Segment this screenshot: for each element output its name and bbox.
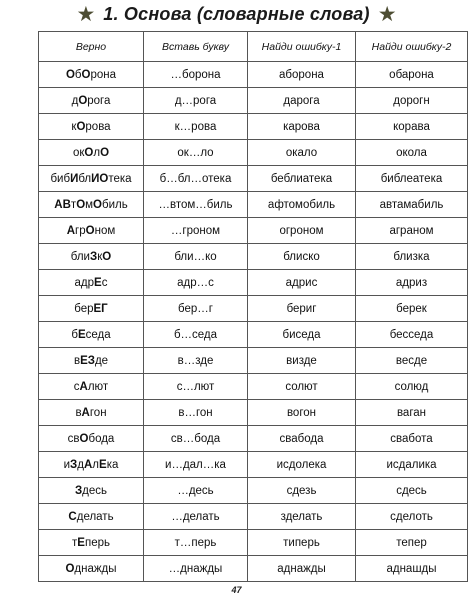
cell-find-error-1: карова [248,114,356,140]
cell-find-error-1: свабода [248,426,356,452]
table-row [39,62,468,88]
table-body [39,62,468,582]
cell-insert-letter: б…бл…отека [144,166,248,192]
cell-find-error-1: дарога [248,88,356,114]
cell-find-error-1: адрис [248,270,356,296]
page-number: 47 [231,585,242,595]
cell-insert-letter: …делать [144,504,248,530]
cell-insert-letter: с…лют [144,374,248,400]
table-row [39,114,468,140]
cell-insert-letter: д…рога [144,88,248,114]
cell-find-error-1: афтомобиль [248,192,356,218]
cell-find-error-2: берек [356,296,468,322]
table-row [39,192,468,218]
table-row [39,218,468,244]
page-title: 1. Основа (словарные слова) [103,3,370,24]
cell-insert-letter: …гроном [144,218,248,244]
table-row [39,296,468,322]
table-row [39,270,468,296]
cell-correct: дОрога [39,88,144,114]
star-icon-right: ★ [377,1,397,26]
cell-find-error-1: огроном [248,218,356,244]
cell-insert-letter: адр…с [144,270,248,296]
cell-find-error-2: ваган [356,400,468,426]
cell-find-error-2: библеатека [356,166,468,192]
cell-find-error-2: адриз [356,270,468,296]
table-row [39,426,468,452]
cell-correct: сАлют [39,374,144,400]
cell-correct: свОбода [39,426,144,452]
cell-correct: блиЗкО [39,244,144,270]
cell-find-error-2: аднашды [356,556,468,582]
cell-insert-letter: ок…ло [144,140,248,166]
header-insert-letter: Вставь букву [144,32,248,62]
cell-insert-letter: …десь [144,478,248,504]
table-row [39,348,468,374]
cell-find-error-1: беблиатека [248,166,356,192]
cell-correct: берЕГ [39,296,144,322]
header-find-error-1: Найди ошибку-1 [248,32,356,62]
cell-correct: окОлО [39,140,144,166]
cell-find-error-2: обарона [356,62,468,88]
cell-correct: Однажды [39,556,144,582]
cell-find-error-1: исдолека [248,452,356,478]
cell-find-error-2: корава [356,114,468,140]
cell-find-error-2: близка [356,244,468,270]
cell-find-error-2: сделоть [356,504,468,530]
cell-insert-letter: к…рова [144,114,248,140]
table-header-row [39,32,468,62]
table-row [39,452,468,478]
cell-correct: ОбОрона [39,62,144,88]
table-row [39,504,468,530]
table-row [39,400,468,426]
star-icon-left: ★ [76,1,96,26]
cell-insert-letter: в…гон [144,400,248,426]
table-row [39,166,468,192]
cell-find-error-1: биседа [248,322,356,348]
cell-correct: иЗдАлЕка [39,452,144,478]
table-row [39,322,468,348]
cell-find-error-1: блиско [248,244,356,270]
cell-insert-letter: т…перь [144,530,248,556]
cell-correct: вЕЗде [39,348,144,374]
cell-find-error-2: солюд [356,374,468,400]
cell-insert-letter: …днажды [144,556,248,582]
cell-find-error-2: аграном [356,218,468,244]
cell-insert-letter: бли…ко [144,244,248,270]
cell-find-error-1: сдезь [248,478,356,504]
cell-insert-letter: б…седа [144,322,248,348]
cell-correct: АВтОмОбиль [39,192,144,218]
words-table [38,31,468,582]
table-row [39,140,468,166]
cell-correct: адрЕс [39,270,144,296]
table-row [39,244,468,270]
table-row [39,374,468,400]
page-title-row [0,0,473,28]
cell-find-error-1: визде [248,348,356,374]
cell-find-error-2: дорогн [356,88,468,114]
table-row [39,556,468,582]
cell-insert-letter: бер…г [144,296,248,322]
table-row [39,88,468,114]
header-find-error-2: Найди ошибку-2 [356,32,468,62]
cell-correct: Сделать [39,504,144,530]
cell-insert-letter: св…бода [144,426,248,452]
cell-find-error-1: аборона [248,62,356,88]
cell-find-error-2: окола [356,140,468,166]
cell-insert-letter: …борона [144,62,248,88]
cell-correct: АгрОном [39,218,144,244]
cell-find-error-2: автамабиль [356,192,468,218]
cell-correct: тЕперь [39,530,144,556]
table-row [39,530,468,556]
cell-find-error-1: солют [248,374,356,400]
header-correct: Верно [39,32,144,62]
cell-find-error-1: аднажды [248,556,356,582]
cell-find-error-2: сдесь [356,478,468,504]
cell-correct: кОрова [39,114,144,140]
cell-insert-letter: в…зде [144,348,248,374]
cell-correct: бибИблИОтека [39,166,144,192]
cell-find-error-2: весде [356,348,468,374]
cell-correct: Здесь [39,478,144,504]
table-row [39,478,468,504]
cell-find-error-1: бериг [248,296,356,322]
cell-find-error-2: свабота [356,426,468,452]
cell-insert-letter: и…дал…ка [144,452,248,478]
cell-correct: бЕседа [39,322,144,348]
cell-find-error-1: вогон [248,400,356,426]
cell-correct: вАгон [39,400,144,426]
cell-find-error-2: тепер [356,530,468,556]
cell-find-error-2: исдалика [356,452,468,478]
cell-find-error-1: типерь [248,530,356,556]
cell-insert-letter: …втом…биль [144,192,248,218]
cell-find-error-2: бесседа [356,322,468,348]
cell-find-error-1: зделать [248,504,356,530]
cell-find-error-1: окало [248,140,356,166]
